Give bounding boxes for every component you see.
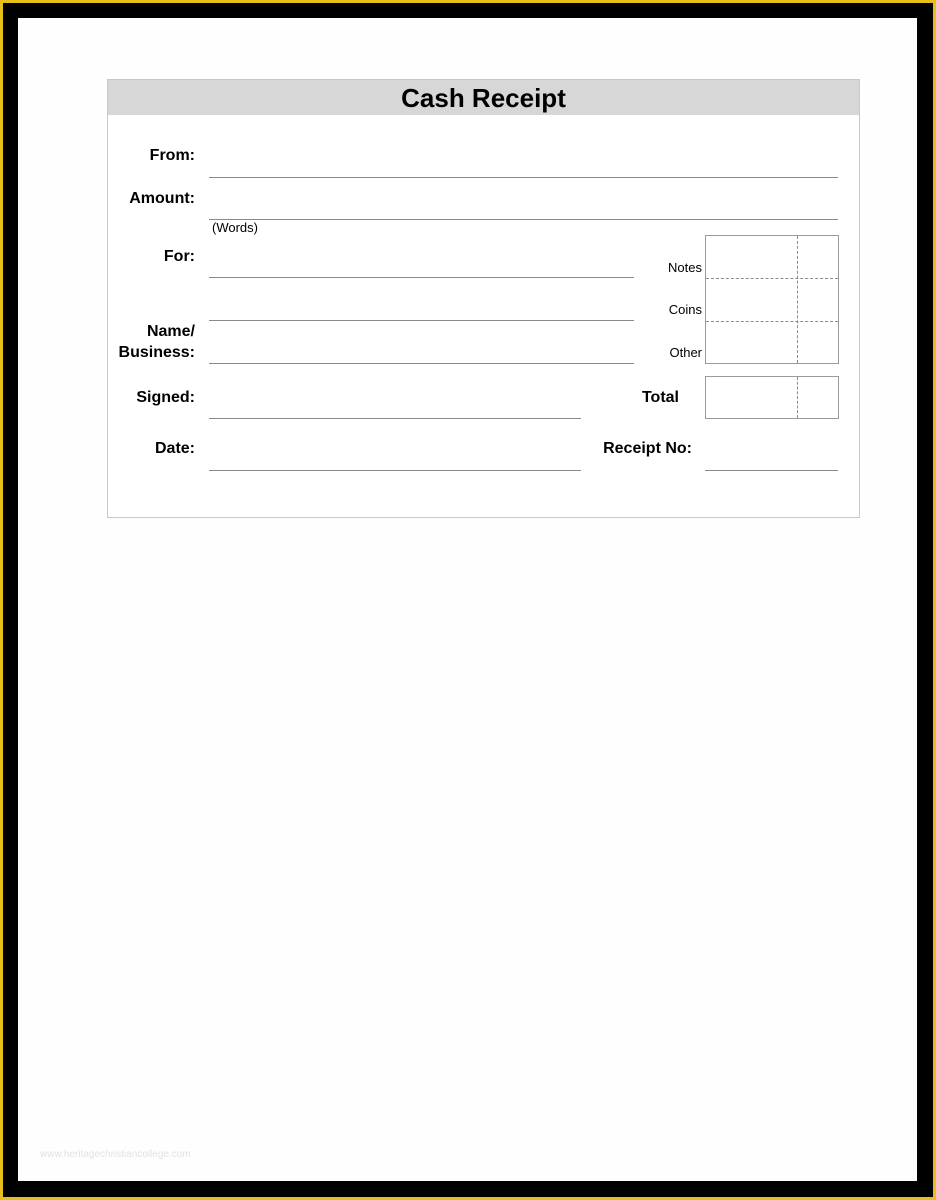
cash-receipt-form bbox=[107, 79, 860, 518]
amount-field-line[interactable] bbox=[209, 219, 838, 220]
total-box[interactable] bbox=[705, 376, 839, 419]
from-field-line[interactable] bbox=[209, 177, 838, 178]
words-hint: (Words) bbox=[212, 220, 258, 235]
business-label: Business: bbox=[118, 344, 195, 361]
date-label: Date: bbox=[154, 440, 195, 457]
notes-label: Notes bbox=[668, 260, 702, 275]
title-bar bbox=[108, 80, 859, 115]
amount-label: Amount: bbox=[129, 190, 195, 207]
signed-label: Signed: bbox=[136, 389, 195, 406]
total-cents-divider bbox=[797, 377, 798, 418]
name-business-field-line[interactable] bbox=[209, 363, 634, 364]
cents-divider bbox=[797, 236, 798, 363]
for-label: For: bbox=[163, 248, 195, 265]
date-field-line[interactable] bbox=[209, 470, 581, 471]
receipt-no-label: Receipt No: bbox=[603, 440, 692, 457]
signed-field-line[interactable] bbox=[209, 418, 581, 419]
notes-coins-divider bbox=[706, 278, 838, 279]
document-page bbox=[18, 18, 917, 1181]
receipt-title: Cash Receipt bbox=[401, 83, 566, 113]
for-field-line-2[interactable] bbox=[209, 320, 634, 321]
watermark-text: www.heritagechristiancollege.com bbox=[40, 1149, 191, 1160]
receipt-no-field-line[interactable] bbox=[705, 470, 838, 471]
coins-label: Coins bbox=[668, 302, 702, 317]
payment-breakdown-box bbox=[705, 235, 839, 364]
for-field-line-1[interactable] bbox=[209, 277, 634, 278]
name-label: Name/ bbox=[146, 323, 195, 340]
other-label: Other bbox=[669, 345, 702, 360]
total-label: Total bbox=[641, 389, 679, 406]
from-label: From: bbox=[149, 147, 195, 164]
coins-other-divider bbox=[706, 321, 838, 322]
